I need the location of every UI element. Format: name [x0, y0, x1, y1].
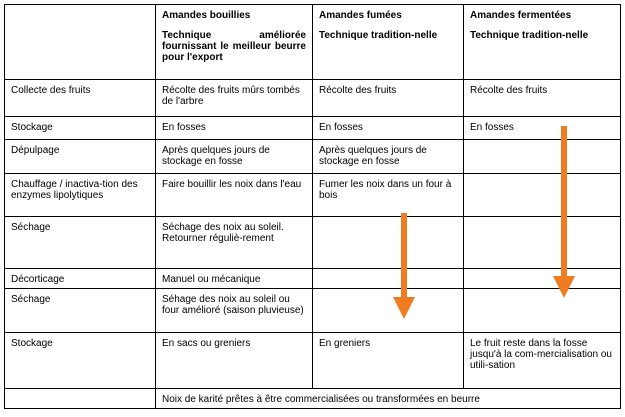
- process-table: [4, 4, 621, 409]
- table-cell: [464, 289, 621, 333]
- table-row: [5, 289, 621, 333]
- table-cell: Faire bouillir les noix dans l'eau: [156, 174, 313, 217]
- col-title: Amandes bouillies: [162, 10, 251, 21]
- row-label: Dépulpage: [5, 140, 156, 174]
- header-empty-cell: [5, 5, 156, 80]
- col-subtitle: Technique améliorée fournissant le meilleur beurre pour l'export: [162, 30, 306, 63]
- header-row: [5, 5, 621, 80]
- table-cell: En fosses: [313, 117, 464, 140]
- table-cell: En fosses: [156, 117, 313, 140]
- table-cell: En fosses: [464, 117, 621, 140]
- table-row: [5, 80, 621, 117]
- row-label: Séchage: [5, 217, 156, 269]
- table-cell: [464, 174, 621, 217]
- footer-empty-cell: [5, 389, 156, 409]
- table-cell: Récolte des fruits: [464, 80, 621, 117]
- table-cell: [464, 269, 621, 289]
- table-cell: [313, 269, 464, 289]
- table-cell: Récolte des fruits: [313, 80, 464, 117]
- table-row: [5, 174, 621, 217]
- row-label: Chauffage / inactiva-tion des enzymes lipolytiques: [5, 174, 156, 217]
- table-row: [5, 117, 621, 140]
- table-row: [5, 140, 621, 174]
- table-cell: En greniers: [313, 333, 464, 389]
- col-title: Amandes fumées: [319, 10, 402, 21]
- header-amandes-fermentees: [464, 5, 621, 80]
- table-cell: Manuel ou mécanique: [156, 269, 313, 289]
- table-cell: Séchage des noix au soleil. Retourner réguliè-rement: [156, 217, 313, 269]
- table-cell: [313, 217, 464, 269]
- table-cell: Fumer les noix dans un four à bois: [313, 174, 464, 217]
- row-label: Décorticage: [5, 269, 156, 289]
- header-amandes-bouillies: [156, 5, 313, 80]
- row-label: Stockage: [5, 333, 156, 389]
- col-subtitle: Technique tradition-nelle: [470, 30, 589, 41]
- header-amandes-fumees: [313, 5, 464, 80]
- row-label: Stockage: [5, 117, 156, 140]
- table-row: [5, 269, 621, 289]
- table-cell: Le fruit reste dans la fosse jusqu'à la com-mercialisation ou utili-sation: [464, 333, 621, 389]
- table-cell: En sacs ou greniers: [156, 333, 313, 389]
- col-subtitle: Technique tradition-nelle: [319, 30, 438, 41]
- table-cell: Après quelques jours de stockage en fosse: [156, 140, 313, 174]
- table-cell: Séhage des noix au soleil ou four amélioré (saison pluvieuse): [156, 289, 313, 333]
- row-label: Collecte des fruits: [5, 80, 156, 117]
- footer-text: Noix de karité prêtes à être commercialisées ou transformées en beurre: [156, 389, 621, 409]
- table-cell: [464, 217, 621, 269]
- table-row: [5, 217, 621, 269]
- table-cell: Récolte des fruits mûrs tombés de l'arbre: [156, 80, 313, 117]
- table-cell: [313, 289, 464, 333]
- col-title: Amandes fermentées: [470, 10, 572, 21]
- table-cell: Après quelques jours de stockage en fosse: [313, 140, 464, 174]
- table-cell: [464, 140, 621, 174]
- footer-row: [5, 389, 621, 409]
- row-label: Séchage: [5, 289, 156, 333]
- table-row: [5, 333, 621, 389]
